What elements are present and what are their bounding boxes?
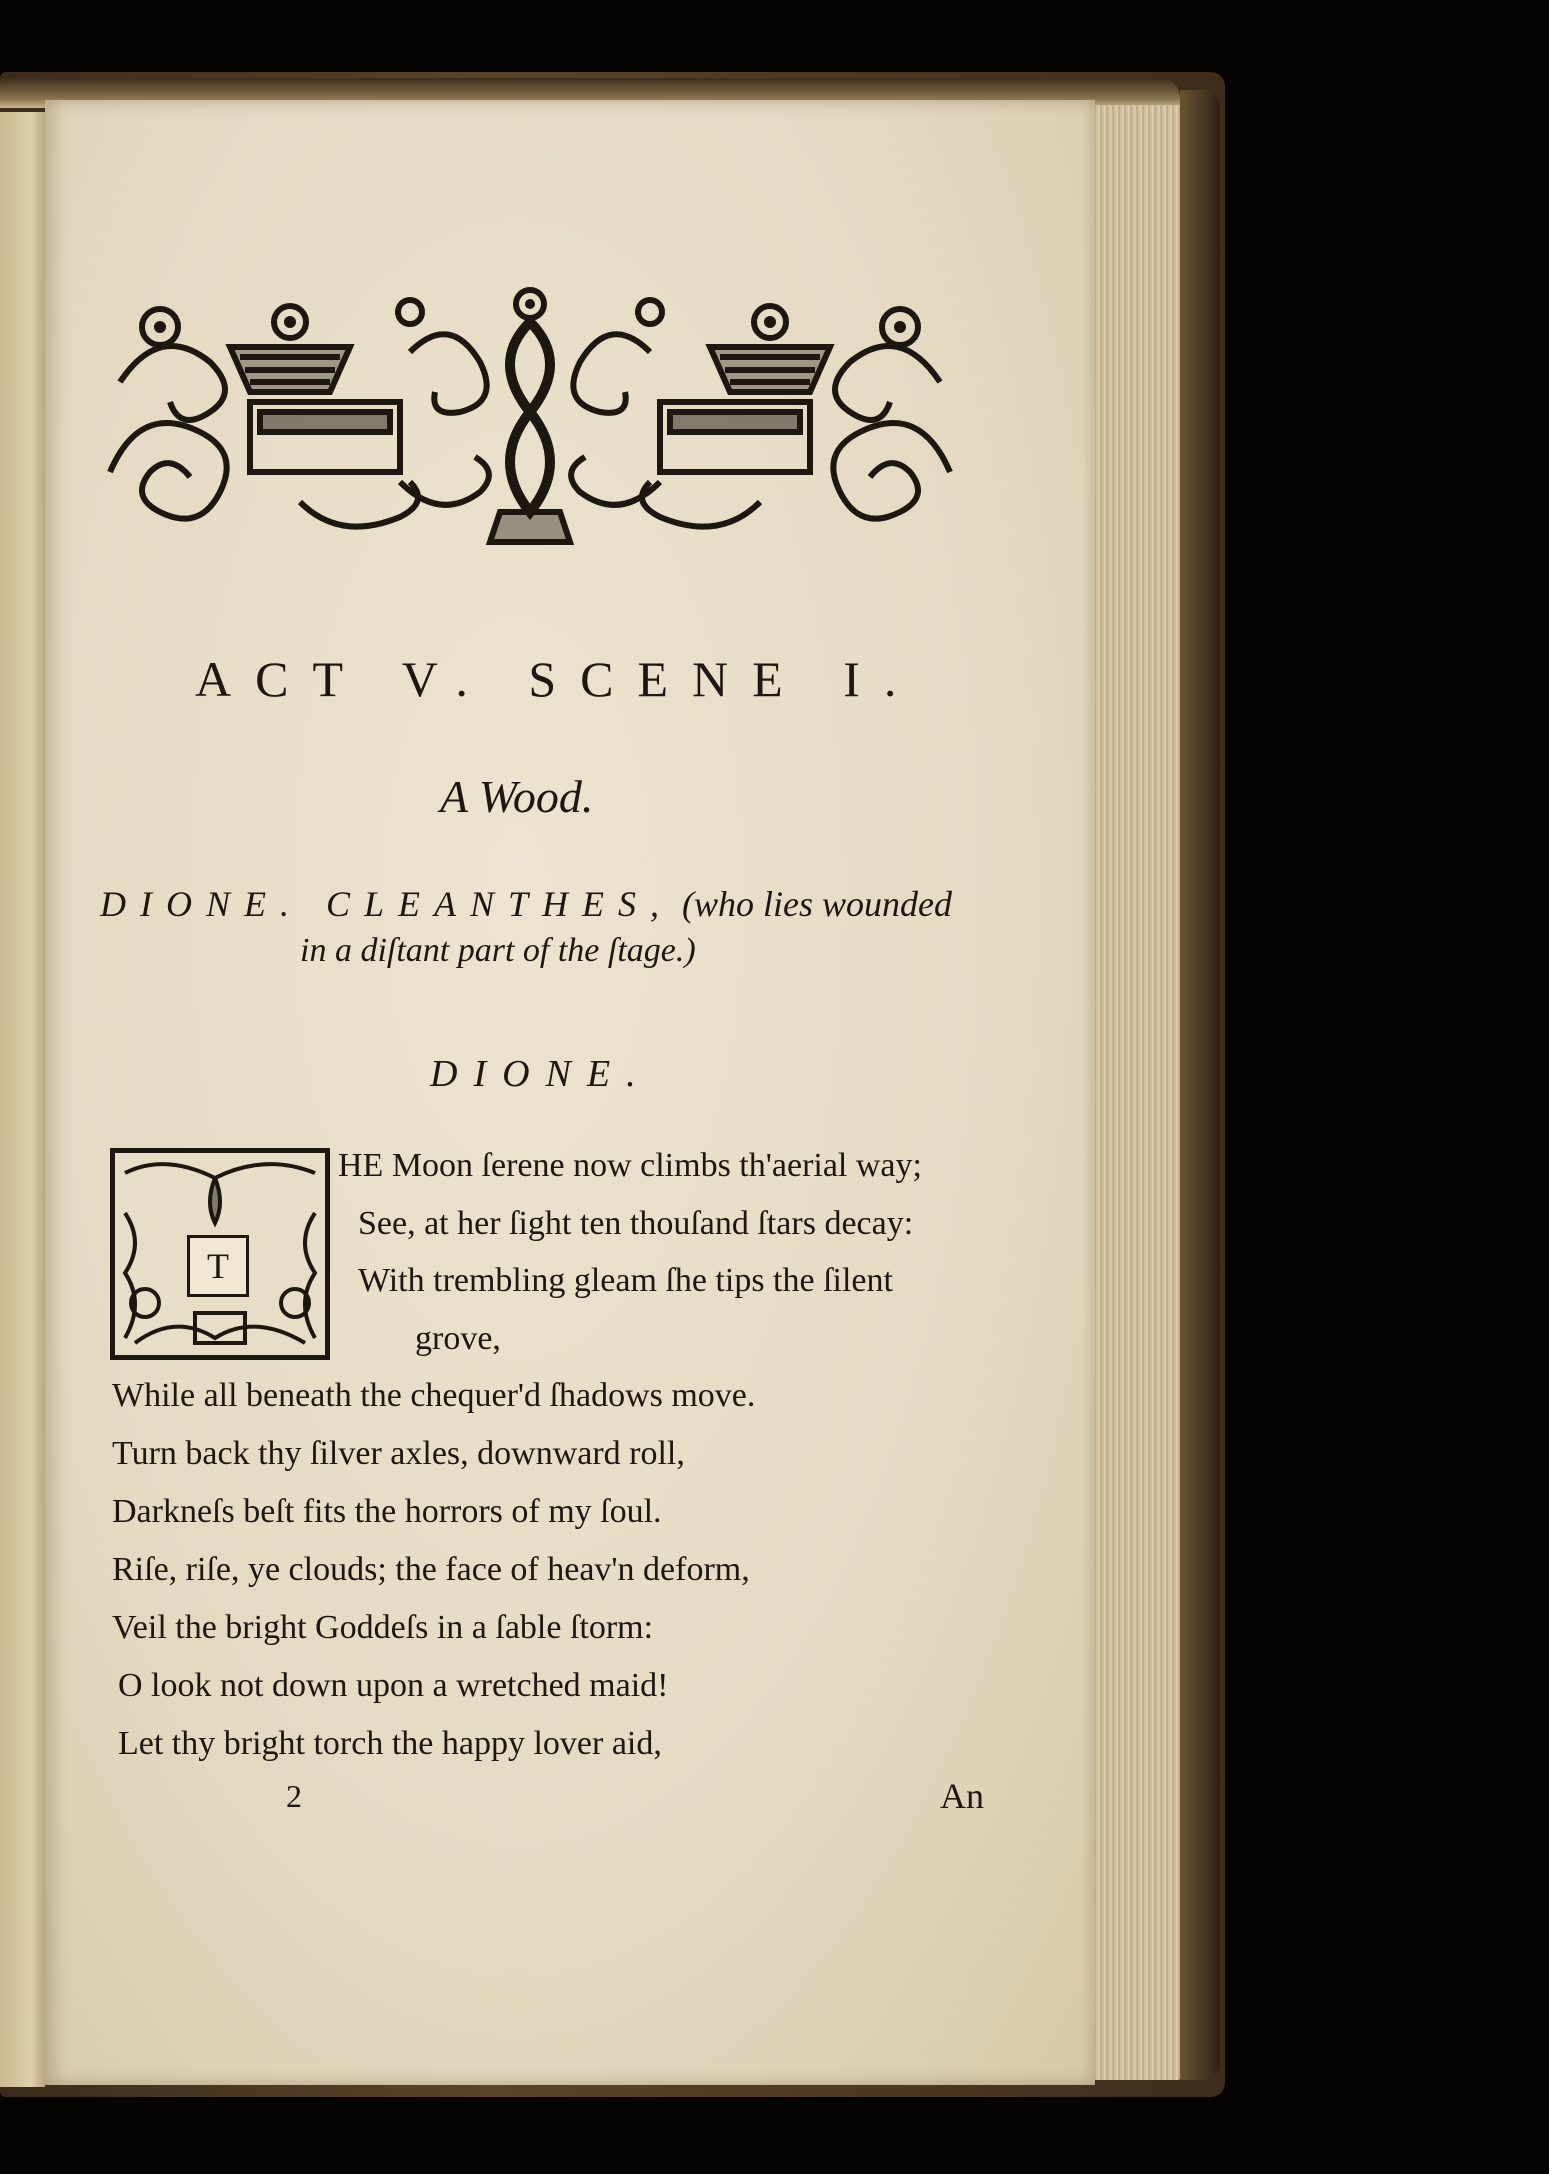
board-edge [1180, 90, 1220, 2080]
verse-line: O look not down upon a wretched maid! [118, 1667, 669, 1704]
verse-line: While all beneath the chequer'd ſhadows move. [112, 1377, 756, 1414]
verse-line: HE Moon ſerene now climbs th'aerial way; [338, 1147, 922, 1184]
page-number: 2 [286, 1778, 302, 1814]
verse-line: Veil the bright Goddeſs in a ſable ſtorm: [112, 1609, 654, 1646]
verse-line: Darkneſs beſt fits the horrors of my ſoul. [112, 1493, 662, 1530]
verse-line: Turn back thy ſilver axles, downward roll, [112, 1435, 685, 1472]
catchword: An [940, 1776, 984, 1816]
verse-line: Riſe, riſe, ye clouds; the face of heav'n deform, [112, 1551, 750, 1588]
verse-line: With trembling gleam ſhe tips the ſilent [358, 1262, 893, 1299]
drop-cap-letter: T [187, 1235, 249, 1297]
verse-line: Let thy bright torch the happy lover aid, [118, 1725, 662, 1762]
stage-direction-2: in a diſtant part of the ſtage.) [300, 932, 696, 969]
act-scene-heading: ACT V. SCENE I. [195, 651, 921, 707]
scene-setting: A Wood. [440, 771, 594, 822]
drop-cap-frame [110, 1148, 330, 1360]
page-edges [1085, 105, 1185, 2080]
stage-direction-1: (who lies wounded [682, 884, 953, 924]
character-names: DIONE. CLEANTHES, [100, 884, 674, 924]
speaker-name: DIONE. [430, 1053, 652, 1095]
verse-line: grove, [415, 1320, 501, 1357]
dramatis-personae [100, 883, 952, 925]
verse-line: See, at her ſight ten thouſand ſtars decay: [358, 1205, 914, 1242]
